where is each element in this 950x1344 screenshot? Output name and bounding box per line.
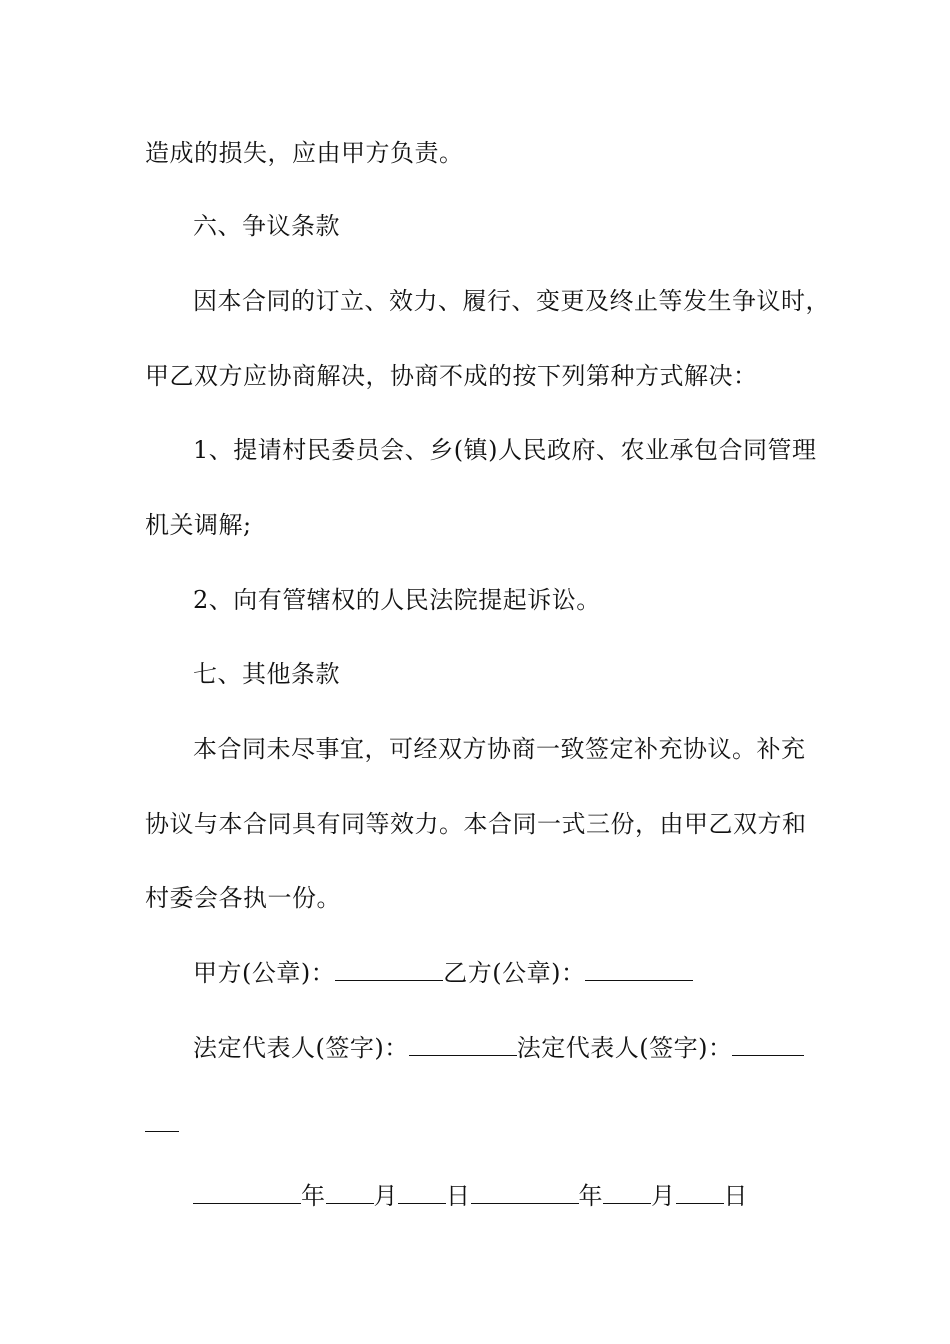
- date-line: [193, 1180, 748, 1212]
- list-item: 2、向有管辖权的人民法院提起诉讼。: [193, 586, 601, 614]
- month-b-label: 月: [651, 1182, 676, 1210]
- paragraph-line: 协议与本合同具有同等效力。本合同一式三份，由甲乙双方和: [145, 810, 807, 838]
- party-a-seal-label: 甲方(公章)：: [193, 959, 336, 987]
- month-b-blank[interactable]: [603, 1181, 651, 1204]
- year-a-label: 年: [301, 1182, 326, 1210]
- representative-line: [193, 1032, 804, 1064]
- rep-b-blank-continued[interactable]: [145, 1131, 179, 1132]
- day-b-blank[interactable]: [676, 1181, 724, 1204]
- rep-b-blank[interactable]: [732, 1033, 804, 1056]
- list-item: 1、提请村民委员会、乡(镇)人民政府、农业承包合同管理: [193, 436, 817, 464]
- paragraph-line: 因本合同的订立、效力、履行、变更及终止等发生争议时，: [193, 287, 830, 315]
- month-a-blank[interactable]: [326, 1181, 374, 1204]
- paragraph-line: 本合同未尽事宜，可经双方协商一致签定补充协议。补充: [193, 735, 806, 763]
- party-a-seal-blank[interactable]: [335, 958, 443, 981]
- year-b-blank[interactable]: [471, 1181, 579, 1204]
- day-a-label: 日: [446, 1182, 471, 1210]
- rep-b-label: 法定代表人(签字)：: [516, 1034, 733, 1062]
- month-a-label: 月: [373, 1182, 398, 1210]
- party-b-seal-blank[interactable]: [585, 958, 693, 981]
- year-b-label: 年: [578, 1182, 603, 1210]
- section-heading: 七、其他条款: [193, 660, 340, 688]
- paragraph-line: 村委会各执一份。: [145, 884, 341, 912]
- year-a-blank[interactable]: [193, 1181, 301, 1204]
- day-b-label: 日: [723, 1182, 748, 1210]
- seal-line: [193, 957, 693, 989]
- day-a-blank[interactable]: [398, 1181, 446, 1204]
- paragraph-line: 甲乙双方应协商解决，协商不成的按下列第种方式解决：: [145, 362, 758, 390]
- section-heading: 六、争议条款: [193, 212, 340, 240]
- party-b-seal-label: 乙方(公章)：: [443, 959, 586, 987]
- paragraph-line: 造成的损失，应由甲方负责。: [145, 139, 464, 167]
- rep-a-blank[interactable]: [409, 1033, 517, 1056]
- paragraph-line: 机关调解;: [145, 511, 252, 539]
- rep-a-label: 法定代表人(签字)：: [193, 1034, 409, 1062]
